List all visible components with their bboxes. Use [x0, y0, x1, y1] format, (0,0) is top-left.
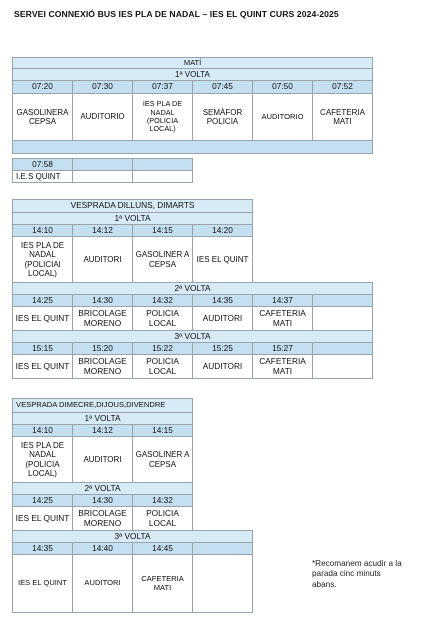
- stop-cell: POLICIA LOCAL: [133, 307, 193, 331]
- stop-cell: AUDITORIO: [73, 94, 133, 141]
- stop-cell: POLICIA LOCAL: [133, 355, 193, 379]
- empty-cell: [133, 171, 193, 183]
- mati-table: [12, 57, 373, 154]
- stop-cell: SEMÀFOR POLICIA: [193, 94, 253, 141]
- stop-cell: IES EL QUINT: [13, 507, 73, 531]
- stop-cell: CAFETERIA MATI: [253, 355, 313, 379]
- stop-cell: GASOLINERA CEPSA: [13, 94, 73, 141]
- spacer-row: [13, 141, 373, 154]
- volta-label: 3ª VOLTA: [13, 331, 373, 343]
- empty-cell: [73, 171, 133, 183]
- stop-cell: POLICIA LOCAL: [133, 507, 193, 531]
- time-cell: 07:58: [13, 159, 73, 171]
- empty-cell: [193, 543, 253, 555]
- stop-cell: IES PLA DE NADAL (POLICIAl LOCAL): [13, 237, 73, 283]
- empty-cell: [313, 295, 373, 307]
- time-cell: 14:12: [73, 225, 133, 237]
- time-cell: 14:35: [193, 295, 253, 307]
- stop-cell: GASOLINER A CEPSA: [133, 437, 193, 483]
- empty-cell: [193, 555, 253, 613]
- stop-cell: AUDITORI: [73, 237, 133, 283]
- stop-cell: AUDITORI: [193, 307, 253, 331]
- time-cell: 14:35: [13, 543, 73, 555]
- time-cell: 14:20: [193, 225, 253, 237]
- stop-cell: I.E.S QUINT: [13, 171, 73, 183]
- stop-cell: CAFETERIA MATI: [253, 307, 313, 331]
- stop-cell: CAFETERIA MATI: [313, 94, 373, 141]
- time-cell: 14:12: [73, 425, 133, 437]
- tarda2-heading: VESPRADA DIMECRE,DIJOUS,DIVENDRE: [13, 399, 193, 413]
- time-cell: 15:22: [133, 343, 193, 355]
- stop-cell: AUDITORIO: [253, 94, 313, 141]
- time-cell: 14:30: [73, 295, 133, 307]
- time-cell: 14:15: [133, 425, 193, 437]
- page-title: SERVEI CONNEXIÓ BUS IES PLA DE NADAL – IES EL QUINT CURS 2024-2025: [14, 9, 339, 19]
- time-cell: 07:52: [313, 81, 373, 94]
- stop-cell: IES PLA DE NADAL (POLICIA LOCAL): [13, 437, 73, 483]
- stop-cell: CAFETERIA MATI: [133, 555, 193, 613]
- time-cell: 15:25: [193, 343, 253, 355]
- time-cell: 07:45: [193, 81, 253, 94]
- time-cell: 14:10: [13, 225, 73, 237]
- stop-cell: GASOLINER A CEPSA: [133, 237, 193, 283]
- stop-cell: IES EL QUINT: [13, 355, 73, 379]
- empty-cell: [313, 307, 373, 331]
- stop-cell: IES EL QUINT: [13, 307, 73, 331]
- volta-label: 1ª VOLTA: [13, 413, 193, 425]
- time-cell: 15:20: [73, 343, 133, 355]
- stop-cell: AUDITORI: [193, 355, 253, 379]
- time-cell: 14:10: [13, 425, 73, 437]
- stop-cell: BRICOLAGE MORENO: [73, 307, 133, 331]
- time-cell: 14:25: [13, 295, 73, 307]
- time-cell: 07:20: [13, 81, 73, 94]
- empty-cell: [73, 159, 133, 171]
- stop-cell: AUDITORI: [73, 555, 133, 613]
- time-cell: 14:32: [133, 495, 193, 507]
- empty-cell: [133, 159, 193, 171]
- stop-cell: IES EL QUINT: [13, 555, 73, 613]
- volta-label: 3ª VOLTA: [13, 531, 253, 543]
- volta-label: 1ª VOLTA: [13, 213, 253, 225]
- time-cell: 14:32: [133, 295, 193, 307]
- tarda1-heading: VESPRADA DILLUNS, DIMARTS: [13, 200, 253, 213]
- volta-label: 2ª VOLTA: [13, 283, 373, 295]
- time-cell: 15:27: [253, 343, 313, 355]
- mati-extra-table: [12, 158, 193, 183]
- time-cell: 14:25: [13, 495, 73, 507]
- tarda2-table: [12, 398, 253, 613]
- time-cell: 14:37: [253, 295, 313, 307]
- time-cell: 07:30: [73, 81, 133, 94]
- time-cell: 07:50: [253, 81, 313, 94]
- empty-cell: [313, 343, 373, 355]
- stop-cell: BRICOLAGE MORENO: [73, 355, 133, 379]
- empty-cell: [313, 355, 373, 379]
- stop-cell: IES PLA DE NADAL (POLICIA LOCAL): [133, 94, 193, 141]
- tarda1-table: [12, 199, 373, 379]
- time-cell: 07:37: [133, 81, 193, 94]
- volta-label: 2ª VOLTA: [13, 483, 193, 495]
- recommendation-note: *Recomanem acudir a la parada cinc minuts abans.: [312, 559, 402, 589]
- stop-cell: BRICOLAGE MORENO: [73, 507, 133, 531]
- time-cell: 14:30: [73, 495, 133, 507]
- time-cell: 14:40: [73, 543, 133, 555]
- mati-volta-label: 1ª VOLTA: [13, 69, 373, 81]
- stop-cell: IES EL QUINT: [193, 237, 253, 283]
- time-cell: 15:15: [13, 343, 73, 355]
- mati-heading: MATÍ: [13, 58, 373, 69]
- time-cell: 14:45: [133, 543, 193, 555]
- time-cell: 14:15: [133, 225, 193, 237]
- stop-cell: AUDITORI: [73, 437, 133, 483]
